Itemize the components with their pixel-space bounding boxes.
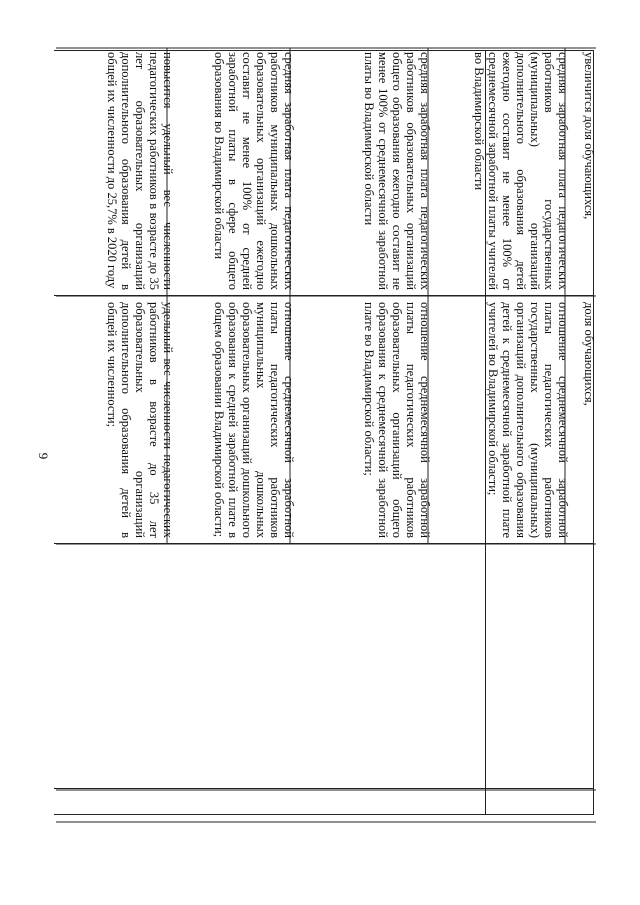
indicator-cell-3: отношение среднемесячной заработной платы педагогических работников образовательных организаций общего образования к среднемесячной заработной плате во Владимирской области;: [362, 302, 432, 538]
table-border-left: [54, 50, 594, 51]
indicator-cell-4: отношение среднемесячной заработной платы педагогических работников государственных (муниципальных) организаций дополнительного образования детей к среднемесячной заработной плате учителей во Владимирской области;: [486, 302, 570, 538]
goal-cell-4: средняя заработная плата педагогических работников государственных (муниципальных) организаций дополнительного образования детей ежегодно составит не менее 100% от среднемесячной заработной платы учителей во Владимирской области: [472, 52, 570, 290]
indicator-cell-2: отношение среднемесячной заработной платы педагогических работников муниципальных дошкольных образовательных организаций дошкольного образования к средней заработной плате в общем образовании Владимирской области;: [212, 302, 296, 538]
goal-cell-2: средняя заработная плата педагогических работников муниципальных дошкольных образовательных организаций ежегодно составит не менее 100% от средней заработной платы в сфере общего образования во Владимирской области: [212, 52, 296, 290]
indicator-cell-5: доля обучающихся,: [582, 302, 596, 406]
column-divider: [54, 788, 594, 789]
indicator-cell-1: удельный вес численности педагогических работников в возрасте до 35 лет образовательных организаций дополнительного образования детей в общей их численности;: [105, 302, 175, 538]
page-number: 9: [36, 452, 51, 460]
column-divider: [54, 295, 594, 296]
table-border-right: [54, 814, 594, 815]
goal-cell-1: повысится удельный вес численности педагогических работников в возрасте до 35 лет образовательных организаций дополнительного образования детей в общей их численности до 25,7% в 2020 году: [105, 52, 175, 290]
goal-cell-5: увеличится доля обучающихся,: [582, 52, 596, 220]
goal-cell-3: средняя заработная плата педагогических работников образовательных организаций общего образования ежегодно составит не менее 100% от среднемесячной заработной платы во Владимирской области: [362, 52, 432, 290]
column-divider: [54, 543, 594, 544]
